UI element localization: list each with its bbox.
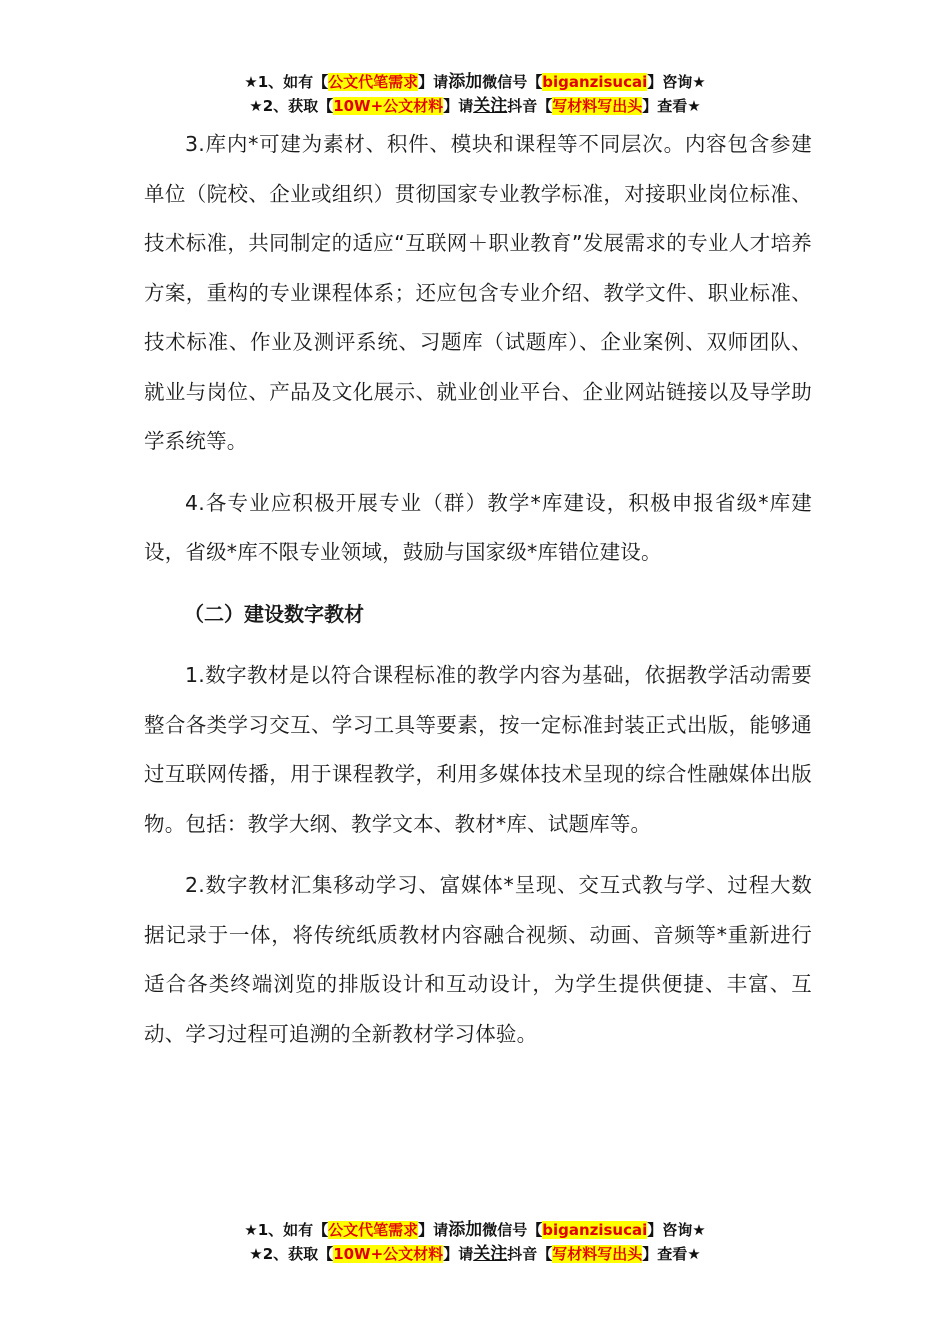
highlight-materials: 10W+公文材料 — [333, 1245, 444, 1263]
paragraph-2: 4.各专业应积极开展专业（群）教学*库建设，积极申报省级*库建设，省级*库不限专业领域，鼓励与国家级*库错位建设。 — [144, 490, 812, 564]
paragraph-1: 3.库内*可建为素材、积件、模块和课程等不同层次。内容包含参建单位（院校、企业或组织）贯彻国家专业教学标准，对接职业岗位标准、技术标准，共同制定的适应“互联网＋职业教育”发展需求的专业人才培养方案，重构的专业课程体系；还应包含专业介绍、教学文件、职业标准、技术标准、作业及测评系统、习题库（试题库）、企业案例、双师团队、就业与岗位、产品及文化展示、就业创业平台、企业网站链接以及导学助学系统等。 — [144, 132, 812, 453]
douyin-id: 写材料写出头 — [552, 1245, 643, 1263]
banner-line-1: ★1、如有【公文代笔需求】请添加微信号【biganzisucai】咨询★ — [244, 1220, 706, 1240]
douyin-id: 写材料写出头 — [552, 97, 643, 115]
banner-line-2: ★2、获取【10W+公文材料】请关注抖音【写材料写出头】查看★ — [249, 1244, 701, 1264]
footer-banner — [0, 1218, 950, 1266]
banner-line-2: ★2、获取【10W+公文材料】请关注抖音【写材料写出头】查看★ — [249, 96, 701, 116]
header-banner — [0, 70, 950, 118]
paragraph-4: 2.数字教材汇集移动学习、富媒体*呈现、交互式教与学、过程大数据记录于一体，将传统纸质教材内容融合视频、动画、音频等*重新进行适合各类终端浏览的排版设计和互动设计，为学生提供便捷、丰富、互动、学习过程可追溯的全新教材学习体验。 — [144, 873, 812, 1046]
highlight-service: 公文代笔需求 — [328, 73, 419, 91]
section-heading: （二）建设数字教材 — [184, 601, 364, 626]
wechat-id: biganzisucai — [542, 1221, 648, 1239]
wechat-id: biganzisucai — [542, 73, 648, 91]
banner-line-1: ★1、如有【公文代笔需求】请添加微信号【biganzisucai】咨询★ — [244, 72, 706, 92]
paragraph-3: 1.数字教材是以符合课程标准的教学内容为基础，依据教学活动需要整合各类学习交互、学习工具等要素，按一定标准封装正式出版，能够通过互联网传播，用于课程教学，利用多媒体技术呈现的综合性融媒体出版物。包括：教学大纲、教学文本、教材*库、试题库等。 — [144, 663, 812, 836]
document-body — [144, 120, 812, 1071]
highlight-materials: 10W+公文材料 — [333, 97, 444, 115]
highlight-service: 公文代笔需求 — [328, 1221, 419, 1239]
